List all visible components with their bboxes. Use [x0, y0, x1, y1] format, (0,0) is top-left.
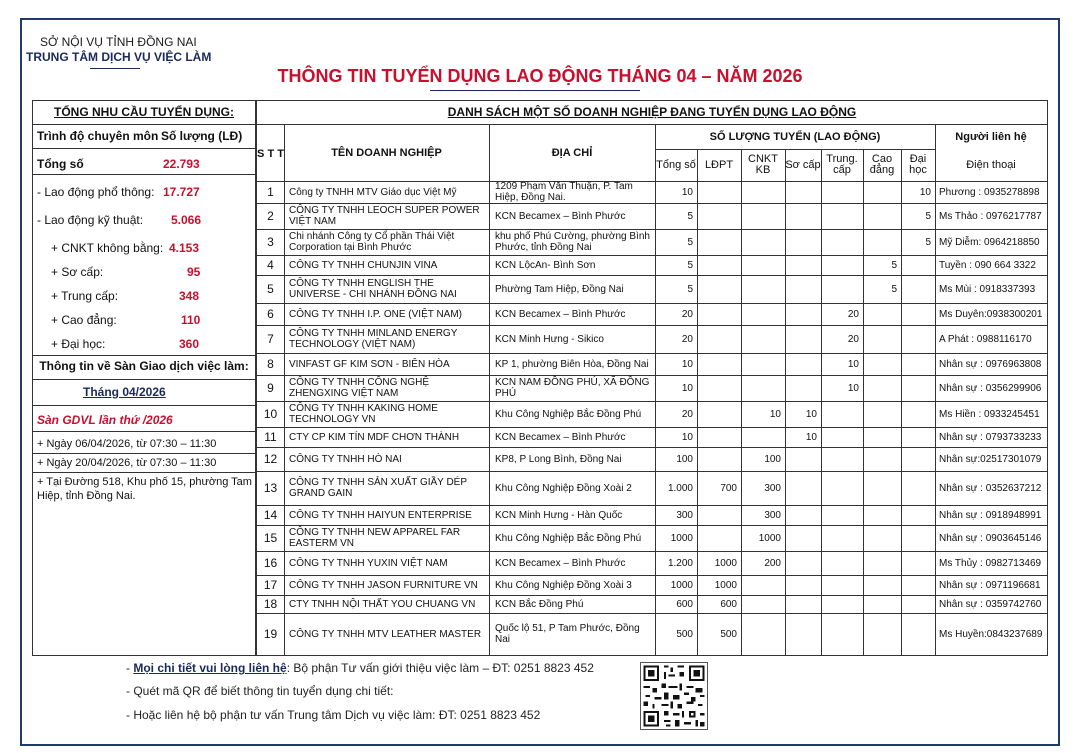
stt-cell: 3	[267, 234, 274, 249]
quantity-cell	[697, 255, 741, 275]
stt-cell: 1	[267, 184, 274, 199]
quantity-cell: 20	[847, 333, 859, 345]
quantity-cell	[697, 229, 741, 255]
quantity-cell: 10	[681, 186, 693, 198]
address-cell: Khu Công Nghiệp Bắc Đồng Phú	[495, 532, 642, 544]
address-cell: Quốc lộ 51, P Tam Phước, Đồng Nai	[495, 623, 640, 645]
quantity-cell	[821, 427, 863, 447]
agency-name: SỞ NỘI VỤ TỈNH ĐỒNG NAI	[40, 35, 197, 49]
contact-cell: Nhân sự : 0793733233	[939, 431, 1042, 443]
quantity-cell	[697, 401, 741, 427]
quantity-cell	[741, 181, 785, 203]
quantity-cell	[821, 181, 863, 203]
summary-label: - Lao động kỹ thuật:	[37, 213, 144, 227]
col-qty-header: Số lượng (LĐ)	[161, 129, 243, 143]
quantity-cell: 10	[847, 382, 859, 394]
quantity-cell	[821, 613, 863, 655]
contact-cell: Ms Hiền : 0933245451	[939, 408, 1040, 420]
quantity-cell: 600	[676, 598, 693, 610]
quantity-cell: 1000	[714, 557, 737, 569]
address-cell: khu phố Phú Cường, phường Bình Phước, tỉnh Đồng Nai	[495, 231, 650, 253]
quantity-cell	[785, 181, 821, 203]
quantity-cell: 200	[764, 557, 781, 569]
company-name-cell: CTY CP KIM TÍN MDF CHƠN THÀNH	[289, 431, 460, 443]
quantity-cell: 500	[676, 628, 693, 640]
stt-cell: 16	[263, 555, 278, 570]
stt-cell: 11	[264, 429, 277, 444]
address-cell: KCN Becamex – Bình Phước	[495, 557, 626, 569]
quantity-cell	[785, 229, 821, 255]
quantity-cell: 20	[847, 308, 859, 320]
summary-label: Tổng số	[37, 156, 84, 171]
address-cell: KCN Minh Hưng - Hàn Quốc	[495, 509, 623, 521]
quantity-cell	[785, 551, 821, 575]
quantity-cell	[901, 525, 935, 551]
quantity-cell	[697, 447, 741, 471]
quantity-cell	[821, 505, 863, 525]
quantity-cell: 600	[720, 598, 737, 610]
quantity-cell	[785, 353, 821, 375]
company-name-cell: CÔNG TY TNHH HÒ NAI	[289, 453, 402, 465]
job-fair-session: Sàn GDVL lần thứ /2026	[37, 413, 173, 427]
quantity-cell	[741, 613, 785, 655]
summary-label: - Lao động phổ thông:	[37, 185, 155, 199]
quantity-cell	[785, 575, 821, 595]
contact-cell: Mỹ Diễm: 0964218850	[939, 236, 1040, 248]
quantity-cell	[901, 595, 935, 613]
address-cell: 1209 Phạm Văn Thuận, P. Tam Hiệp, Đồng Nai.	[495, 181, 633, 203]
summary-value: 17.727	[163, 185, 200, 199]
contact-cell: Nhân sự : 0976963808	[939, 358, 1042, 370]
col-stt-header: S T T	[257, 148, 284, 160]
quantity-cell: 300	[764, 509, 781, 521]
demand-summary-title: TỔNG NHU CẦU TUYỂN DỤNG:	[33, 101, 255, 125]
divider	[33, 379, 255, 380]
quantity-cell	[785, 505, 821, 525]
company-name-cell: CÔNG TY TNHH I.P. ONE (VIỆT NAM)	[289, 308, 462, 320]
quantity-cell	[697, 525, 741, 551]
quantity-cell	[741, 275, 785, 303]
summary-row-total	[33, 153, 255, 175]
company-name-cell: CÔNG TY TNHH YUXIN VIỆT NAM	[289, 557, 448, 569]
summary-label: + Trung cấp:	[51, 289, 119, 303]
company-name-cell: CÔNG TY TNHH CÔNG NGHỆ ZHENGXING VIỆT NAM	[289, 377, 430, 399]
center-name: TRUNG TÂM DỊCH VỤ VIỆC LÀM	[26, 50, 212, 64]
company-name-cell: CÔNG TY TNHH NEW APPAREL FAR EASTERM VN	[289, 527, 461, 549]
summary-row	[33, 261, 255, 283]
company-name-cell: CÔNG TY TNHH LEOCH SUPER POWER VIỆT NAM	[289, 205, 480, 227]
quantity-cell	[901, 401, 935, 427]
stt-cell: 9	[267, 380, 274, 395]
col-phone-header: Điện thoại	[966, 158, 1016, 171]
contact-cell: Ms Huyền:0843237689	[939, 628, 1043, 640]
quantity-cell	[901, 613, 935, 655]
contact-cell: Nhân sự : 0352637212	[939, 482, 1042, 494]
agency-underline	[90, 68, 140, 69]
col-level-header: Trình độ chuyên môn	[37, 129, 159, 143]
quantity-cell	[741, 255, 785, 275]
company-name-cell: CÔNG TY TNHH SẢN XUẤT GIẦY DÉP GRAND GAIN	[289, 477, 467, 499]
footer-phone-line: - Hoặc liên hệ bộ phận tư vấn Trung tâm Dịch vụ việc làm: ĐT: 0251 8823 452	[126, 708, 541, 722]
quantity-cell	[785, 255, 821, 275]
quantity-cell	[863, 525, 901, 551]
page-title: THÔNG TIN TUYỂN DỤNG LAO ĐỘNG THÁNG 04 – NĂM 2026	[277, 66, 803, 86]
quantity-cell: 5	[687, 259, 693, 271]
company-name-cell: Công ty TNHH MTV Giáo dục Việt Mỹ	[289, 186, 457, 198]
quantity-cell	[863, 427, 901, 447]
divider	[33, 472, 255, 473]
summary-value: 348	[179, 289, 200, 303]
quantity-cell: 700	[720, 482, 737, 494]
summary-value: 22.793	[163, 156, 200, 171]
title-underline	[430, 90, 640, 91]
col-college-header: Cao đẳng	[869, 153, 895, 176]
quantity-cell	[697, 427, 741, 447]
quantity-cell: 1000	[670, 532, 693, 544]
stt-cell: 6	[267, 306, 274, 321]
company-name-cell: CÔNG TY TNHH KAKING HOME TECHNOLOGY VN	[289, 403, 438, 425]
stt-cell: 2	[267, 208, 274, 223]
quantity-cell	[821, 575, 863, 595]
quantity-cell	[821, 551, 863, 575]
quantity-cell	[863, 447, 901, 471]
summary-value: 95	[187, 265, 201, 279]
summary-row	[33, 309, 255, 331]
contact-cell: Ms Mùi : 0918337393	[939, 283, 1036, 295]
address-cell: Khu Công Nghiệp Đồng Xoài 2	[495, 482, 632, 494]
quantity-cell	[821, 275, 863, 303]
col-elementary-header: Sơ cấp	[785, 158, 821, 171]
divider	[33, 453, 255, 454]
job-fair-location: + Tại Đường 518, Khu phố 15, phường Tam Hiệp, tỉnh Đồng Nai.	[37, 476, 252, 502]
quantity-cell	[863, 229, 901, 255]
quantity-cell	[901, 375, 935, 401]
quantity-cell: 20	[681, 308, 693, 320]
company-name-cell: CTY TNHH NỘI THẤT YOU CHUANG VN	[289, 598, 476, 610]
quantity-cell: 300	[764, 482, 781, 494]
col-total-header: Tổng số	[656, 158, 696, 171]
col-university-header: Đại học	[909, 153, 927, 176]
quantity-cell: 5	[925, 236, 931, 248]
col-address-header: ĐỊA CHỈ	[551, 147, 593, 159]
summary-row	[33, 237, 255, 259]
quantity-cell: 10	[805, 408, 817, 420]
address-cell: Phường Tam Hiệp, Đồng Nai	[495, 283, 624, 295]
quantity-cell: 100	[676, 453, 693, 465]
summary-value: 5.066	[171, 213, 202, 227]
job-fair-date: + Ngày 06/04/2026, từ 07:30 – 11:30	[37, 438, 217, 450]
company-name-cell: CÔNG TY TNHH MINLAND ENERGY TECHNOLOGY (VIỆT NAM)	[289, 328, 458, 350]
quantity-cell	[741, 575, 785, 595]
quantity-cell	[863, 551, 901, 575]
quantity-cell: 1000	[758, 532, 781, 544]
quantity-cell	[785, 325, 821, 353]
quantity-cell: 5	[687, 236, 693, 248]
company-name-cell: CÔNG TY TNHH CHUNJIN VINA	[289, 259, 438, 271]
summary-value: 360	[179, 337, 200, 351]
quantity-cell: 1000	[670, 579, 693, 591]
company-name-cell: Chi nhánh Công ty Cổ phần Thái Việt Corporation tại Bình Phước	[289, 231, 455, 253]
summary-row	[33, 181, 255, 203]
qr-code[interactable]	[640, 662, 708, 730]
demand-summary-panel	[32, 100, 256, 656]
stt-cell: 18	[263, 596, 278, 611]
address-cell: KP8, P Long Bình, Đồng Nai	[495, 453, 622, 465]
contact-cell: Nhân sự : 0918948991	[939, 509, 1042, 521]
address-cell: KP 1, phường Biên Hòa, Đồng Nai	[495, 358, 649, 370]
quantity-cell	[785, 613, 821, 655]
summary-label: + Đại học:	[51, 337, 106, 351]
summary-label: + Sơ cấp:	[51, 265, 104, 279]
quantity-cell	[863, 353, 901, 375]
quantity-cell	[741, 325, 785, 353]
company-name-cell: CÔNG TY TNHH MTV LEATHER MASTER	[289, 628, 482, 640]
contact-cell: Phương : 0935278898	[939, 186, 1040, 198]
address-cell: Khu Công Nghiệp Đồng Xoài 3	[495, 579, 632, 591]
footer-contact-line: - Mọi chi tiết vui lòng liên hệ: Bộ phận Tư vấn giới thiệu việc làm – ĐT: 0251 8823 452	[126, 661, 594, 675]
quantity-cell	[901, 275, 935, 303]
col-qty-header: SỐ LƯỢNG TUYỂN (LAO ĐỘNG)	[709, 131, 881, 143]
quantity-cell: 5	[891, 283, 897, 295]
address-cell: KCN LộcAn- Bình Sơn	[495, 259, 596, 271]
quantity-cell	[901, 255, 935, 275]
quantity-cell	[821, 255, 863, 275]
summary-row	[33, 333, 255, 355]
quantity-cell: 100	[764, 453, 781, 465]
address-cell: KCN NAM ĐỒNG PHÚ, XÃ ĐỒNG PHÚ	[495, 377, 650, 399]
quantity-cell: 20	[681, 408, 693, 420]
quantity-cell: 1.000	[667, 482, 693, 494]
col-contact-header: Người liên hệ	[955, 131, 1027, 143]
quantity-cell	[901, 471, 935, 505]
quantity-cell	[863, 325, 901, 353]
quantity-cell	[741, 375, 785, 401]
quantity-cell	[741, 595, 785, 613]
quantity-cell: 300	[676, 509, 693, 521]
quantity-cell	[697, 353, 741, 375]
col-company-header: TÊN DOANH NGHIỆP	[331, 147, 442, 159]
quantity-cell	[821, 447, 863, 471]
job-fair-title: Thông tin về Sàn Giao dịch việc làm:	[39, 359, 249, 373]
quantity-cell	[901, 575, 935, 595]
stt-cell: 10	[263, 406, 278, 421]
quantity-cell	[785, 471, 821, 505]
quantity-cell: 5	[891, 259, 897, 271]
quantity-cell: 10	[681, 358, 693, 370]
address-cell: KCN Becamex – Bình Phước	[495, 210, 626, 222]
quantity-cell	[821, 229, 863, 255]
stt-cell: 13	[263, 480, 278, 495]
contact-cell: Tuyền : 090 664 3322	[939, 259, 1036, 271]
summary-value: 110	[181, 313, 201, 327]
quantity-cell	[863, 595, 901, 613]
contact-cell: Ms Thủy : 0982713469	[939, 557, 1042, 569]
quantity-cell	[863, 613, 901, 655]
quantity-cell: 10	[681, 382, 693, 394]
recruitment-table-title: DANH SÁCH MỘT SỐ DOANH NGHIỆP ĐANG TUYỂN DỤNG LAO ĐỘNG	[257, 101, 1047, 125]
summary-row	[33, 209, 255, 231]
quantity-cell: 5	[687, 210, 693, 222]
contact-cell: Ms Duyên:0938300201	[939, 308, 1043, 320]
address-cell: Khu Công Nghiệp Bắc Đồng Phú	[495, 408, 642, 420]
quantity-cell: 10	[769, 408, 781, 420]
divider	[33, 431, 255, 432]
quantity-cell	[863, 505, 901, 525]
quantity-cell	[863, 575, 901, 595]
job-fair-month: Tháng 04/2026	[83, 385, 166, 399]
divider	[33, 355, 255, 356]
col-unskilled-header: LĐPT	[704, 158, 734, 171]
quantity-cell	[697, 203, 741, 229]
summary-label: + CNKT không bằng:	[51, 241, 164, 255]
quantity-cell	[697, 181, 741, 203]
quantity-cell	[863, 303, 901, 325]
quantity-cell	[785, 275, 821, 303]
quantity-cell	[901, 447, 935, 471]
company-name-cell: CÔNG TY TNHH ENGLISH THE UNIVERSE - CHI NHÁNH ĐỒNG NAI	[289, 278, 457, 300]
recruitment-table	[256, 100, 1048, 656]
quantity-cell	[697, 325, 741, 353]
quantity-cell	[741, 229, 785, 255]
quantity-cell	[901, 325, 935, 353]
quantity-cell	[785, 525, 821, 551]
contact-cell: Nhân sự : 0356299906	[939, 382, 1042, 394]
quantity-cell	[741, 303, 785, 325]
quantity-cell	[785, 447, 821, 471]
quantity-cell	[785, 595, 821, 613]
quantity-cell: 5	[687, 283, 693, 295]
summary-label: + Cao đẳng:	[51, 313, 117, 327]
quantity-cell	[863, 401, 901, 427]
quantity-cell	[785, 303, 821, 325]
quantity-cell	[697, 303, 741, 325]
address-cell: KCN Becamex – Bình Phước	[495, 308, 626, 320]
quantity-cell	[901, 551, 935, 575]
quantity-cell: 500	[720, 628, 737, 640]
address-cell: KCN Becamex – Bình Phước	[495, 431, 626, 443]
contact-cell: Nhân sự:02517301079	[939, 453, 1042, 465]
quantity-cell: 10	[681, 431, 693, 443]
quantity-cell: 10	[805, 431, 817, 443]
quantity-cell	[901, 427, 935, 447]
stt-cell: 17	[263, 577, 278, 592]
quantity-cell	[821, 203, 863, 229]
stt-cell: 12	[263, 451, 278, 466]
contact-cell: Ms Thảo : 0976217787	[939, 210, 1042, 222]
quantity-cell	[863, 203, 901, 229]
quantity-cell	[741, 427, 785, 447]
quantity-cell: 5	[925, 210, 931, 222]
demand-summary-header	[33, 125, 255, 149]
quantity-cell	[863, 375, 901, 401]
col-cnkt-header: CNKT KB	[748, 153, 778, 176]
quantity-cell	[863, 181, 901, 203]
stt-cell: 8	[267, 356, 274, 371]
summary-value: 4.153	[169, 241, 200, 255]
stt-cell: 7	[267, 331, 274, 346]
quantity-cell: 10	[847, 358, 859, 370]
stt-cell: 19	[263, 626, 278, 641]
company-name-cell: CÔNG TY TNHH HAIYUN ENTERPRISE	[289, 509, 472, 521]
footer-qr-line: - Quét mã QR để biết thông tin tuyển dụng chi tiết:	[126, 684, 394, 698]
quantity-cell	[863, 471, 901, 505]
quantity-cell: 10	[919, 186, 931, 198]
address-cell: KCN Minh Hưng - Sikico	[495, 333, 604, 345]
address-cell: KCN Bắc Đồng Phú	[495, 598, 584, 610]
stt-cell: 14	[263, 507, 278, 522]
quantity-cell: 1.200	[667, 557, 693, 569]
contact-cell: Nhân sự : 0359742760	[939, 598, 1042, 610]
company-name-cell: CÔNG TY TNHH JASON FURNITURE VN	[289, 579, 478, 591]
contact-cell: A Phát : 0988116170	[939, 333, 1032, 345]
quantity-cell	[901, 353, 935, 375]
quantity-cell	[821, 401, 863, 427]
contact-cell: Nhân sự : 0903645146	[939, 532, 1042, 544]
summary-row	[33, 285, 255, 307]
quantity-cell	[785, 203, 821, 229]
quantity-cell	[697, 505, 741, 525]
divider	[33, 405, 255, 406]
company-name-cell: VINFAST GF KIM SƠN - BIÊN HÒA	[289, 358, 450, 370]
quantity-cell	[741, 203, 785, 229]
contact-cell: Nhân sự : 0971196681	[939, 579, 1041, 591]
quantity-cell	[697, 275, 741, 303]
quantity-cell	[697, 375, 741, 401]
quantity-cell: 20	[681, 333, 693, 345]
quantity-cell	[821, 595, 863, 613]
quantity-cell	[901, 303, 935, 325]
quantity-cell	[785, 375, 821, 401]
job-fair-date: + Ngày 20/04/2026, từ 07:30 – 11:30	[37, 457, 217, 469]
quantity-cell	[821, 525, 863, 551]
quantity-cell	[821, 471, 863, 505]
quantity-cell: 1000	[714, 579, 737, 591]
col-intermediate-header: Trung. cấp	[826, 153, 858, 176]
quantity-cell	[741, 353, 785, 375]
stt-cell: 15	[263, 530, 278, 545]
quantity-cell	[901, 505, 935, 525]
stt-cell: 4	[267, 257, 274, 272]
stt-cell: 5	[267, 281, 274, 296]
